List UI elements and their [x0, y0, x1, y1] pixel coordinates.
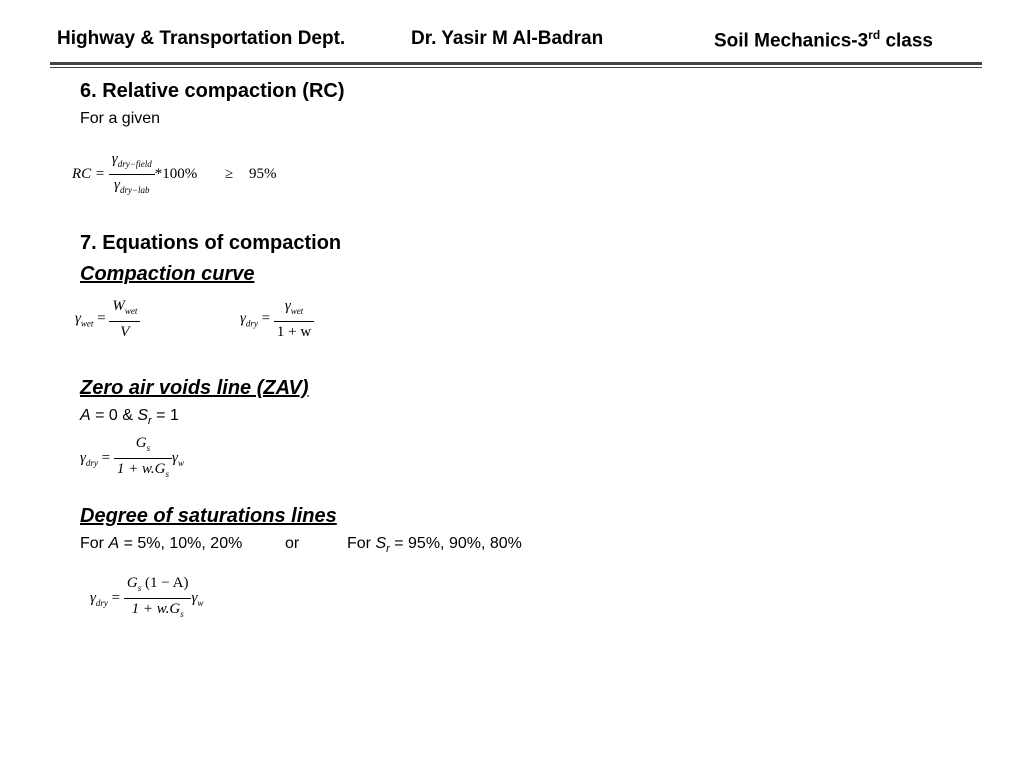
dos-rhs: γ [191, 589, 198, 606]
zav-rhs-sub: w [177, 457, 184, 468]
header-dept: Highway & Transportation Dept. [57, 28, 346, 49]
dos-equation [90, 574, 203, 623]
wet-unit-weight-equation [75, 297, 140, 341]
eq1-lhs-sub: wet [80, 318, 94, 329]
dos-num: G [126, 575, 138, 591]
header-rule-thick [50, 62, 982, 65]
dos-lhs: γ [90, 589, 96, 606]
header-course [714, 28, 933, 52]
dos-s-sub: r [386, 543, 390, 556]
zav-s: S [137, 407, 149, 424]
header-rule-thin [50, 67, 982, 68]
dos-lhs-sub: dry [95, 597, 108, 608]
dos-for1: For [80, 535, 109, 552]
rc-den: γ [114, 177, 120, 193]
rc-mult: *100% [154, 165, 198, 182]
zav-mid: = 0 & [90, 407, 138, 424]
eq1-den: V [120, 324, 130, 340]
eq2-lhs: γ [240, 310, 246, 327]
dos-condition-a [80, 535, 242, 553]
eq1-num: W [112, 298, 125, 314]
dos-or: or [285, 535, 300, 552]
zav-condition [80, 407, 179, 427]
rc-equation [72, 150, 277, 199]
eq2-lhs-sub: dry [245, 318, 258, 329]
rc-lhs: RC = [72, 165, 106, 182]
eq1-lhs: γ [75, 310, 81, 327]
course-sup: rd [868, 28, 881, 42]
zav-equals: = [101, 449, 111, 466]
rc-fraction [109, 150, 155, 199]
dos-num-tail: (1 − A) [141, 575, 189, 591]
zav-num: G [135, 435, 147, 451]
rc-relation: ≥ [225, 165, 234, 182]
equations-title: 7. Equations of compaction [80, 232, 342, 254]
eq2-equals: = [261, 310, 271, 327]
zav-den-sub: s [165, 469, 170, 479]
rc-title: 6. Relative compaction (RC) [80, 80, 345, 102]
rc-num: γ [111, 151, 118, 167]
eq2-num: γ [284, 298, 291, 314]
zav-end: = 1 [151, 407, 179, 424]
dos-vals1: = 5%, 10%, 20% [119, 535, 243, 552]
zav-lhs-sub: dry [85, 457, 98, 468]
zav-a: A [80, 407, 91, 424]
zav-rhs: γ [172, 449, 178, 466]
eq1-equals: = [97, 310, 106, 327]
compaction-curve-subtitle: Compaction curve [80, 263, 255, 285]
zav-num-sub: s [146, 443, 151, 453]
zav-lhs: γ [80, 449, 86, 466]
course-suffix: class [880, 30, 933, 52]
eq2-den: 1 + w [276, 324, 312, 340]
dos-a: A [108, 535, 120, 552]
dos-equals: = [111, 589, 121, 606]
dos-title: Degree of saturations lines [80, 505, 337, 527]
rc-intro: For a given [80, 110, 161, 127]
dos-vals2: = 95%, 90%, 80% [389, 535, 522, 552]
dos-rhs-sub: w [197, 597, 204, 608]
zav-s-sub: r [148, 415, 152, 428]
eq1-num-sub: wet [124, 306, 138, 316]
dos-num-sub: s [137, 583, 142, 593]
dry-unit-weight-equation [240, 297, 314, 341]
rc-den-sub: dry−lab [119, 185, 150, 195]
zav-den: 1 + w.G [116, 461, 166, 477]
dos-den: 1 + w.G [131, 601, 181, 617]
dos-condition-s [347, 535, 522, 555]
dos-den-sub: s [180, 609, 184, 619]
zav-equation [80, 434, 184, 483]
eq2-num-sub: wet [290, 306, 304, 316]
rc-limit: 95% [249, 165, 277, 182]
course-prefix: Soil Mechanics-3 [714, 30, 869, 52]
header-author: Dr. Yasir M Al-Badran [411, 28, 604, 49]
dos-s: S [375, 535, 387, 552]
rc-num-sub: dry−field [117, 159, 152, 169]
dos-for2: For [347, 535, 376, 552]
zav-title: Zero air voids line (ZAV) [80, 377, 309, 399]
